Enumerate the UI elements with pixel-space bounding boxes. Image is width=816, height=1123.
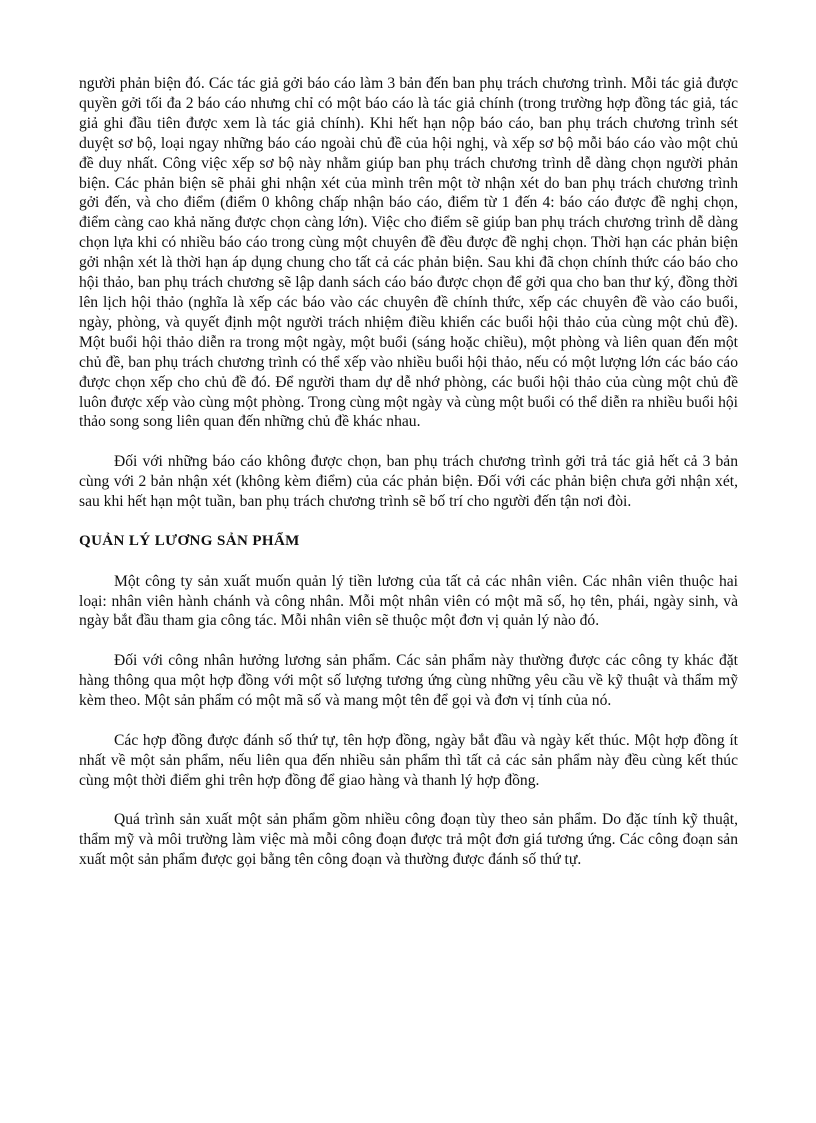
paragraph-product-workers: Đối với công nhân hưởng lương sản phẩm. Các sản phẩm này thường được các công ty khác đặt hàng thông qua một hợp đồng với một số lượng tương ứng cùng những yêu cầu về kỹ thuật và thẩm mỹ kèm theo. Một sản phẩm có một mã số và mang một tên để gọi và đơn vị tính của nó.	[79, 652, 738, 710]
document-page	[79, 74, 738, 890]
paragraph-reviewers-process: người phản biện đó. Các tác giả gởi báo cáo làm 3 bản đến ban phụ trách chương trình. Mỗi tác giả được quyền gởi tối đa 2 báo cáo nhưng chỉ có một báo cáo là tác giả chính (trong trường hợp đồng tác giả, tác giả ghi đầu tiên được xem là tác giả chính). Khi hết hạn nộp báo cáo, ban phụ trách chương trình sét duyệt sơ bộ, loại ngay những báo cáo ngoài chủ đề của hội nghị, và xếp sơ bộ mỗi báo cáo vào một chủ đề duy nhất. Công việc xếp sơ bộ này nhằm giúp ban phụ trách chương trình dễ dàng chọn người phản biện. Các phản biện sẽ phải ghi nhận xét của mình trên một tờ nhận xét do ban phụ trách chương trình gởi đến, và cho điểm (điểm 0 không chấp nhận báo cáo, điểm từ 1 đến 4: báo cáo được đề nghị chọn, điểm càng cao khả năng được chọn càng lớn). Việc cho điểm sẽ giúp ban phụ trách chương trình dễ dàng chọn lựa khi có nhiều báo cáo trong cùng một chuyên đề đều được đề nghị chọn. Thời hạn các phản biện gởi nhận xét là thời hạn áp dụng chung cho tất cả các phản biện. Sau khi đã chọn chính thức cáo báo cho hội thảo, ban phụ trách chương sẽ lập danh sách cáo báo được chọn để gởi qua cho ban thư ký, đồng thời lên lịch hội thảo (nghĩa là xếp các báo vào các chuyên đề chính thức, xếp các chuyên đề vào cáo buổi, ngày, phòng, và quyết định một người trách nhiệm điều khiển các buổi hội thảo của cùng một chủ đề). Một buổi hội thảo diễn ra trong một ngày, một buổi (sáng hoặc chiều), một phòng và liên quan đến một chủ đề, ban phụ trách chương trình có thể xếp vào nhiều buổi hội thảo, nếu có một lượng lớn các báo cáo được chọn xếp cho chủ đề đó. Để người tham dự dễ nhớ phòng, các buổi hội thảo của cùng một chủ đề luôn được xếp vào cùng một phòng. Trong cùng một ngày và cùng một buổi có thể diễn ra nhiều buổi hội thảo song song liên quan đến những chủ đề khác nhau.	[79, 75, 738, 431]
paragraph-production-stages: Quá trình sản xuất một sản phẩm gồm nhiều công đoạn tùy theo sản phẩm. Do đặc tính kỹ thuật, thẩm mỹ và môi trường làm việc mà mỗi công đoạn được trả một đơn giá tương ứng. Các công đoạn sản xuất một sản phẩm được gọi bằng tên công đoạn và thường được đánh số thứ tự.	[79, 811, 738, 869]
paragraph-company-employees: Một công ty sản xuất muốn quản lý tiền lương của tất cả các nhân viên. Các nhân viên thuộc hai loại: nhân viên hành chánh và công nhân. Mỗi một nhân viên có một mã số, họ tên, phái, ngày sinh, và ngày bắt đầu tham gia công tác. Mỗi nhân viên sẽ thuộc một đơn vị quản lý nào đó.	[79, 572, 738, 630]
paragraph-contracts: Các hợp đồng được đánh số thứ tự, tên hợp đồng, ngày bắt đầu và ngày kết thúc. Một hợp đồng ít nhất về một sản phẩm, nếu liên qua đến nhiều sản phẩm thì tất cả các sản phẩm này đều cùng kết thúc cùng một thời điểm ghi trên hợp đồng để giao hàng và thanh lý hợp đồng.	[79, 731, 738, 789]
section-heading: QUẢN LÝ LƯƠNG SẢN PHẨM	[79, 532, 300, 549]
paragraph-rejected-reports: Đối với những báo cáo không được chọn, ban phụ trách chương trình gởi trả tác giả hết cả 3 bản cùng với 2 bản nhận xét (không kèm điểm) của các phản biện. Đối với các phản biện chưa gởi nhận xét, sau khi hết hạn một tuần, ban phụ trách chương trình sẽ bố trí cho người đến tận nơi đòi.	[79, 453, 738, 511]
